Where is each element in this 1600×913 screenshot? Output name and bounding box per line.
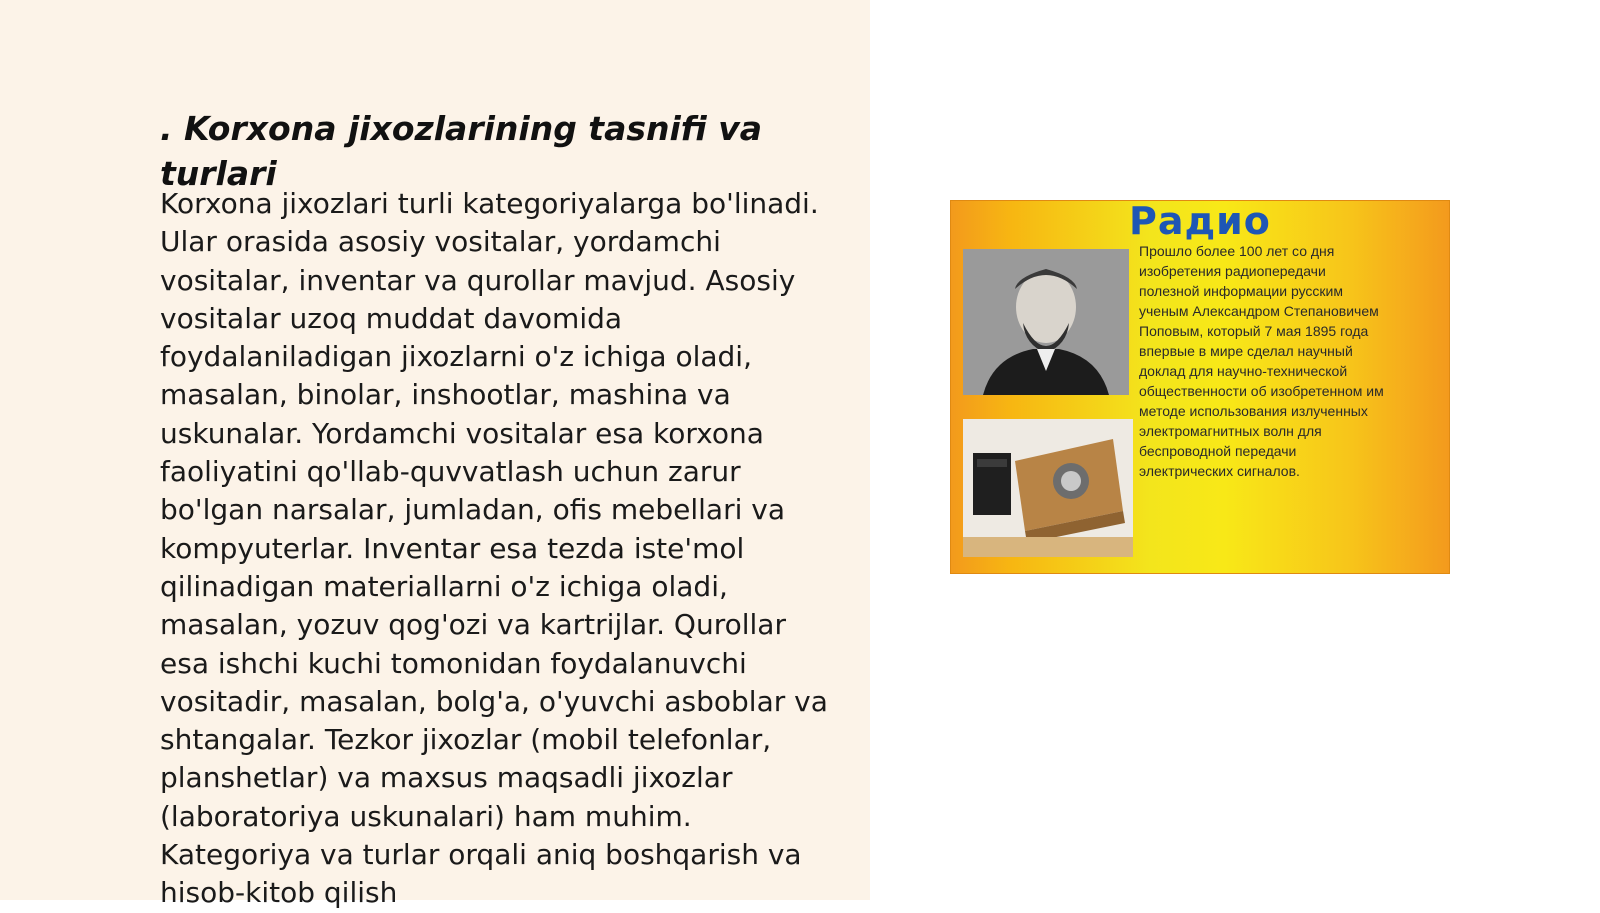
- portrait-illustration: [963, 249, 1129, 395]
- radio-heading: Радио: [1129, 200, 1271, 243]
- radio-receiver-photo: [963, 419, 1133, 557]
- slide-title: . Korxona jixozlarining tasnifi va turlari: [160, 109, 763, 193]
- slide-body-text: Korxona jixozlari turli kategoriyalarga bo'linadi. Ular orasida asosiy vositalar, yordamchi vositalar, inventar va qurollar mavjud. Asosiy vositalar uzoq muddat davomida foydalaniladigan jixozlarni o'z ichiga oladi, masalan, binolar, inshootlar, mashina va uskunalar. Yordamchi vositalar esa korxona faoliyatini qo'llab-quvvatlash uchun zarur bo'lgan narsalar, jumladan, ofis mebellari va kompyuterlar. Inventar esa tezda iste'mol qilinadigan materiallarni o'z ichiga oladi, masalan, yozuv qog'ozi va kartrijlar. Qurollar esa ishchi kuchi tomonidan foydalanuvchi vositadir, masalan, bolg'a, o'yuvchi asboblar va shtangalar. Tezkor jixozlar (mobil telefonlar, planshetlar) va maxsus maqsadli jixozlar (laboratoriya uskunalari) ham muhim. Kategoriya va turlar orqali aniq boshqarish va hisob-kitob qilish: [160, 187, 828, 910]
- radio-infographic-image: [950, 200, 1450, 574]
- radio-description: Прошло более 100 лет со дня изобретения радиопередачи полезной информации русским ученым Александром Степановичем Поповым, который 7 мая 1895 года впервые в мире сделал научный доклад для научно-технической общественности об изобретенном им методе использования излученных электромагнитных волн для беспроводной передачи электрических сигналов.: [1139, 243, 1384, 479]
- inventor-portrait: [963, 249, 1129, 395]
- receiver-illustration: [963, 419, 1133, 557]
